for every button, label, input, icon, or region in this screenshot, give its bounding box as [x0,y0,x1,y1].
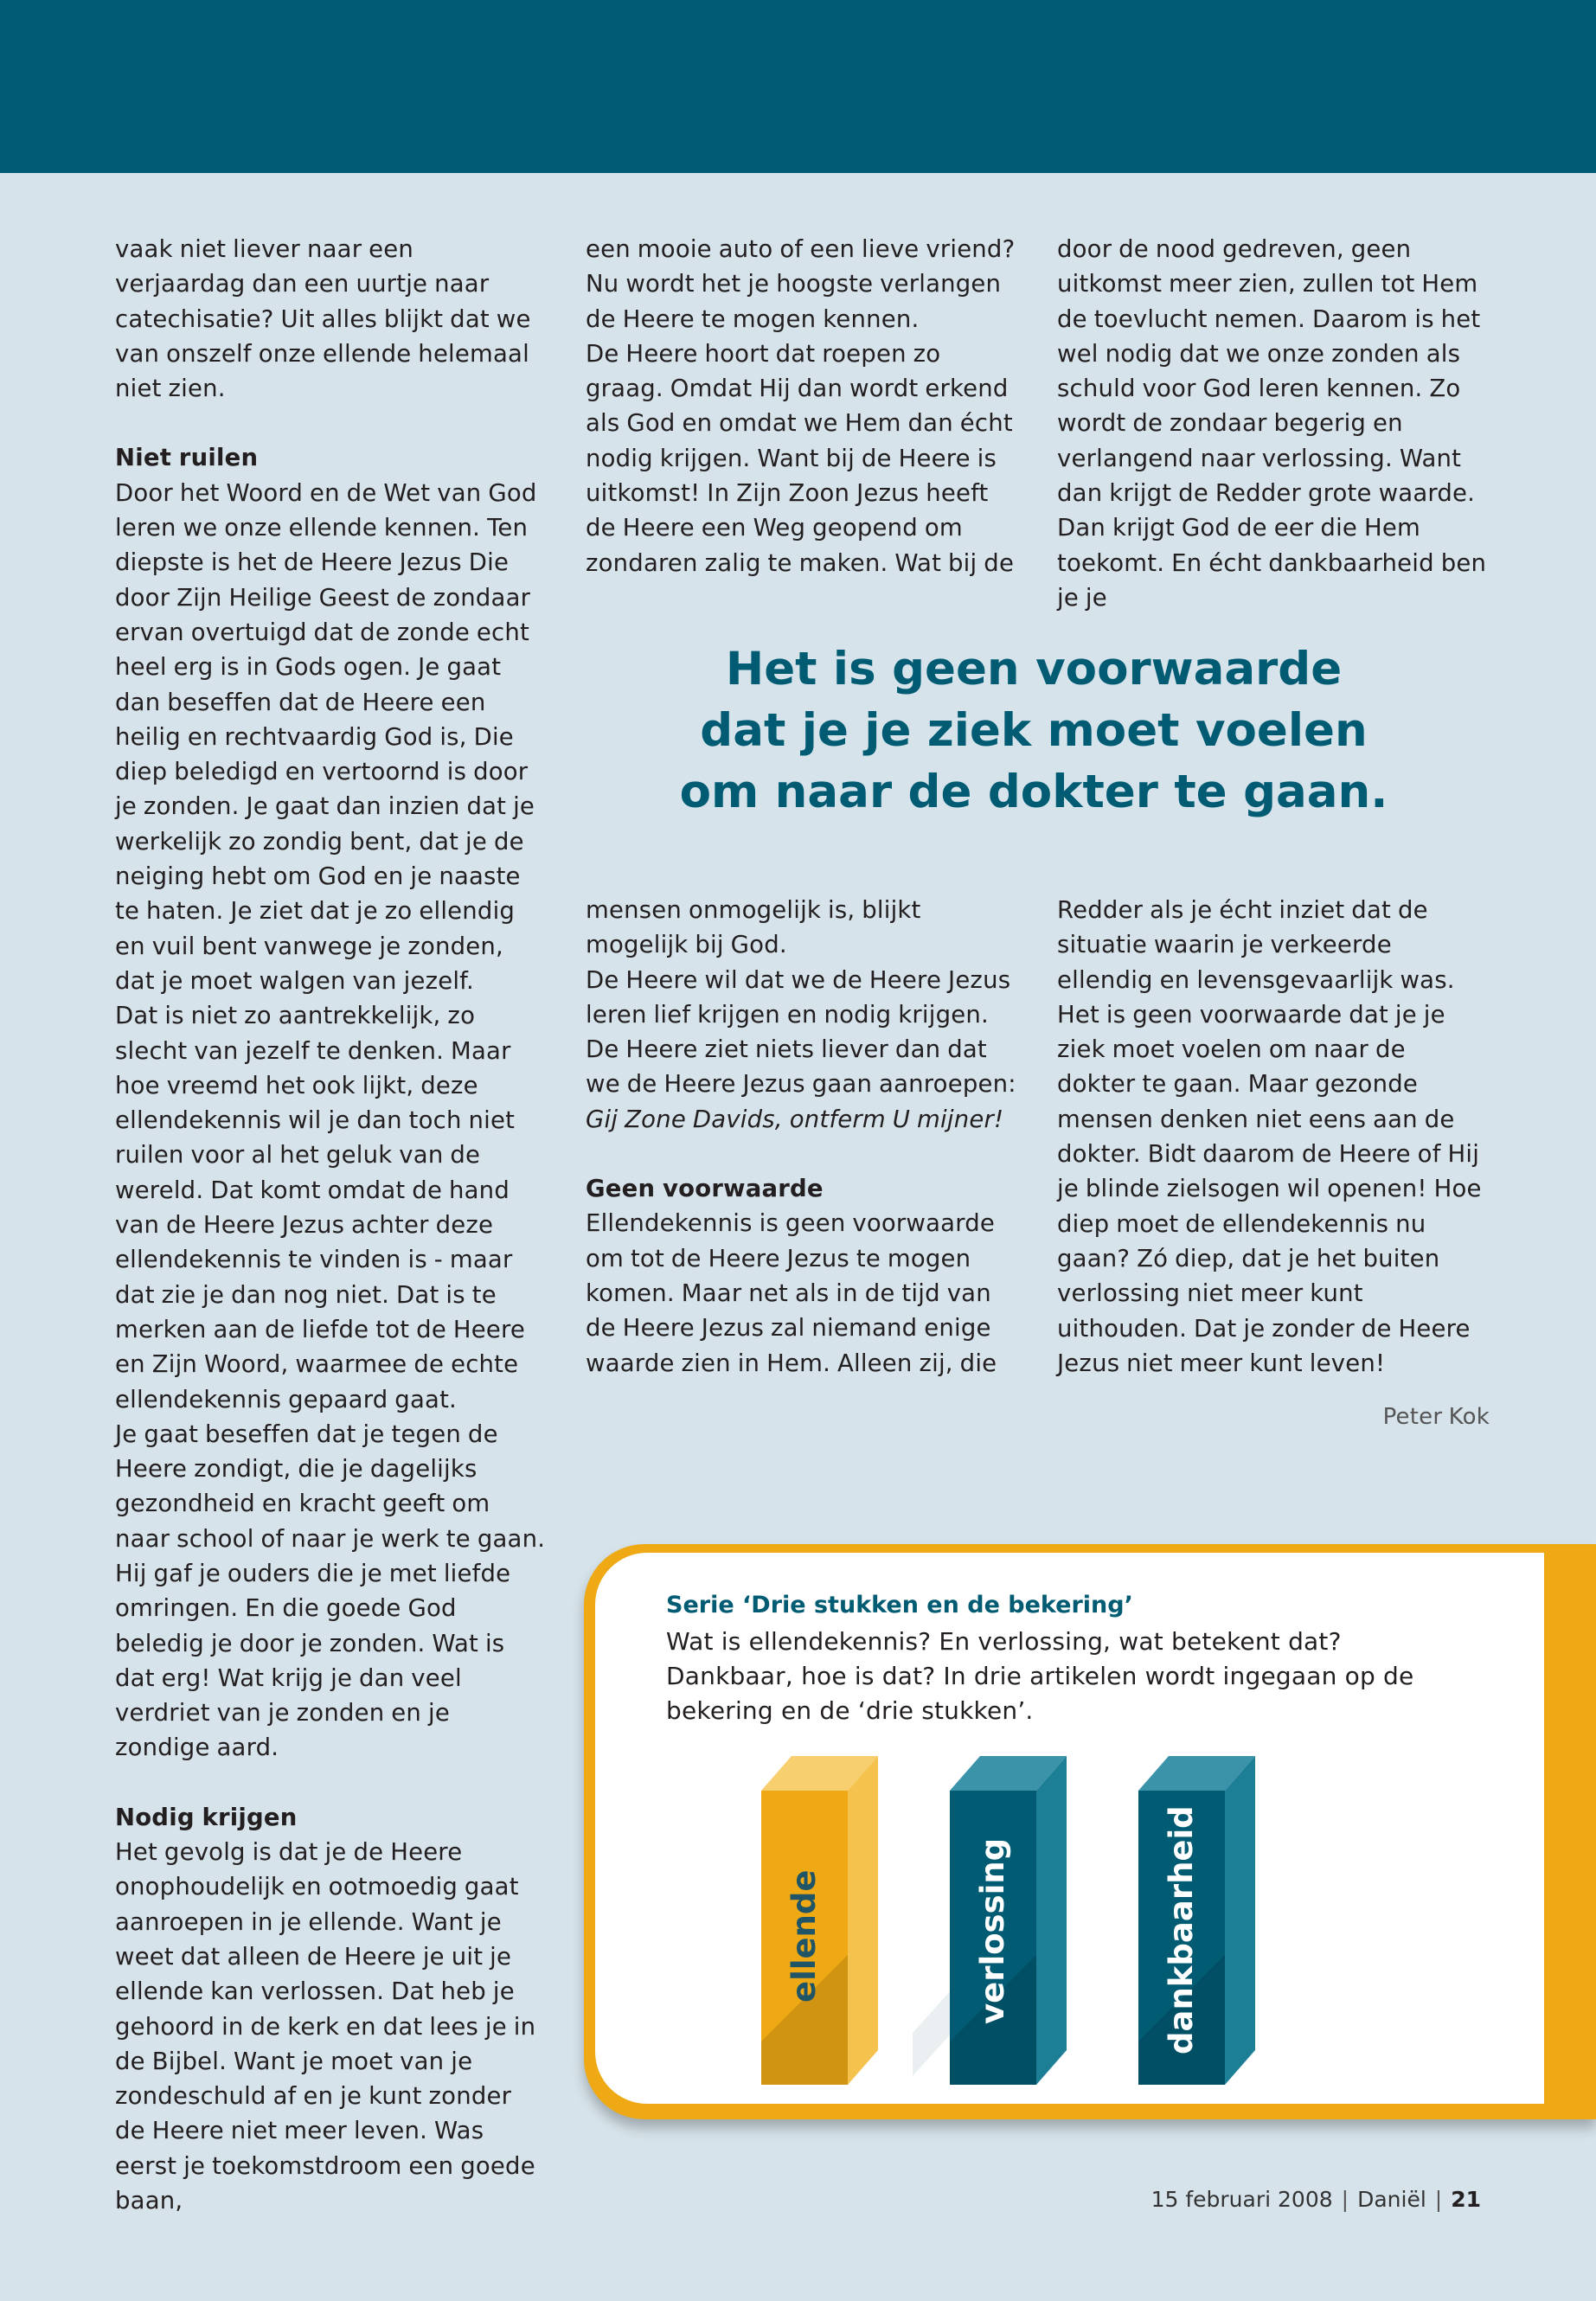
pillar-dankbaarheid [1138,1747,1337,2102]
pillar-verlossing [950,1747,1149,2102]
article-column-2-top [586,232,1018,580]
subheading-geen-voorwaarde: Geen voorwaarde [586,1175,824,1203]
paragraph [586,963,1018,1137]
paragraph: De Heere hoort dat roepen zo graag. Omdat Hij dan wordt erkend als God en omdat we Hem dan écht nodig krijgen. Want bij de Heere is uitkomst! In Zijn Zoon Jezus heeft de Heere een Weg geopend om zondaren zalig te maken. Wat bij de [586,339,1015,577]
article-column-3-bottom [1057,893,1490,1434]
pillar-ellende [761,1747,960,2102]
paragraph: een mooie auto of een lieve vriend? Nu wordt het je hoogste verlangen de Heere te mogen kennen. [586,235,1016,333]
three-pillars-illustration [761,1747,1453,2111]
paragraph: Door het Woord en de Wet van God leren we onze ellende kennen. Ten diepste is het de Heere Jezus Die door Zijn Heilige Geest de zondaar ervan overtuigd dat de zonde echt heel erg is in Gods ogen. Je gaat dan beseffen dat de Heere een heilig en rechtvaardig God is, Die diep beledigd en vertoornd is door je zonden. Je gaat dan inzien dat je werkelijk zo zondig bent, dat je de neiging hebt om God en je naaste te haten. Je ziet dat je zo ellendig en vuil bent vanwege je zonden, dat je moet walgen van jezelf. [115,478,537,995]
paragraph: mensen onmogelijk is, blijkt mogelijk bij God. [586,896,921,959]
paragraph: Dat is niet zo aantrekkelijk, zo slecht van jezelf te denken. Maar hoe vreemd het ook lijkt, deze ellendekennis wil je dan toch niet ruilen voor al het geluk van de wereld. Dat komt omdat de hand van de Heere Jezus achter deze ellendekennis te vinden is - maar dat zie je dan nog niet. Dat is te merken aan de liefde tot de Heere en Zijn Woord, waarmee de echte ellendekennis gepaard gaat. [115,1002,526,1413]
pull-quote-line: dat je je ziek moet voelen [700,704,1368,757]
paragraph: door de nood gedreven, geen uitkomst meer zien, zullen tot Hem de toevlucht nemen. Daarom is het wel nodig dat we onze zonden als schuld voor God leren kennen. Zo wordt de zondaar begerig en verlangend naar verlossing. Want dan krijgt de Redder grote waarde. Dan krijgt God de eer die Hem toekomt. En écht dankbaarheid ben je je [1057,235,1487,612]
pillar-label-ellende: ellende [785,1869,823,2003]
pillar-label-dankbaarheid: dankbaarheid [1163,1805,1200,2054]
pillar-label-verlossing: verlossing [974,1837,1011,2024]
pull-quote-line: Het is geen voorwaarde [725,643,1343,695]
page-number: 21 [1451,2187,1481,2212]
paragraph: vaak niet liever naar een verjaardag dan een uurtje naar catechisatie? Uit alles blijkt dat we van onszelf onze ellende helemaal niet zien. [115,235,531,403]
paragraph: Ellendekennis is geen voorwaarde om tot de Heere Jezus te mogen komen. Maar net als in de tijd van de Heere Jezus zal niemand enige waarde zien in Hem. Alleen zij, die [586,1209,997,1377]
pull-quote [657,638,1410,823]
pull-quote-line: om naar de dokter te gaan. [679,766,1388,818]
pillar-side [848,1756,878,2085]
article-column-3-top [1057,232,1490,615]
top-color-band [0,0,1596,173]
series-description: Wat is ellendekennis? En verlossing, wat betekent dat? Dankbaar, hoe is dat? In drie artikelen wordt ingegaan op de bekering en de ‘drie stukken’. [666,1627,1414,1725]
paragraph-text: De Heere wil dat we de Heere Jezus leren lief krijgen en nodig krijgen. De Heere ziet niets liever dan dat we de Heere Jezus gaan aanroepen: [586,965,1016,1099]
article-column-1 [115,232,548,2218]
author-signature: Peter Kok [1382,1404,1490,1431]
footer-separator: | [1434,2187,1443,2212]
paragraph: Redder als je écht inziet dat de situatie waarin je verkeerde ellendig en levensgevaarlijk was. Het is geen voorwaarde dat je je ziek moet voelen om naar de dokter te gaan. Maar gezonde mensen denken niet eens aan de dokter. Bidt daarom de Heere of Hij je blinde zielsogen wil openen! Hoe diep moet de ellendekennis nu gaan? Zó diep, dat je het buiten verlossing niet meer kunt uithouden. Dat je zonder de Heere Jezus niet meer kunt leven! [1057,896,1482,1377]
page-footer [1151,2187,1481,2212]
paragraph: Je gaat beseffen dat je tegen de Heere zondigt, die je dagelijks gezondheid en kracht geeft om naar school of naar je werk te gaan. Hij gaf je ouders die je met liefde omringen. En die goede God beledig je door je zonden. Wat is dat erg! Wat krijg je dan veel verdriet van je zonden en je zondige aard. [115,1420,546,1762]
subheading-niet-ruilen: Niet ruilen [115,444,259,472]
footer-separator: | [1341,2187,1349,2212]
article-column-2-bottom [586,893,1018,1381]
subheading-nodig-krijgen: Nodig krijgen [115,1803,298,1831]
prayer-quote: Gij Zone Davids, ontferm U mijner! [586,1105,1004,1133]
paragraph: Het gevolg is dat je de Heere onophoudelijk en ootmoedig gaat aanroepen in je ellende. Want je weet dat alleen de Heere je uit je ellende kan verlossen. Dat heb je gehoord in de kerk en dat lees je in de Bijbel. Want je moet van je zondeschuld af en je kunt zonder de Heere niet meer leven. Was eerst je toekomstdroom een goede baan, [115,1838,536,2215]
series-title: Serie ‘Drie stukken en de bekering’ [666,1592,1133,1618]
magazine-name: Daniël [1357,2187,1426,2212]
issue-date: 15 februari 2008 [1151,2187,1333,2212]
